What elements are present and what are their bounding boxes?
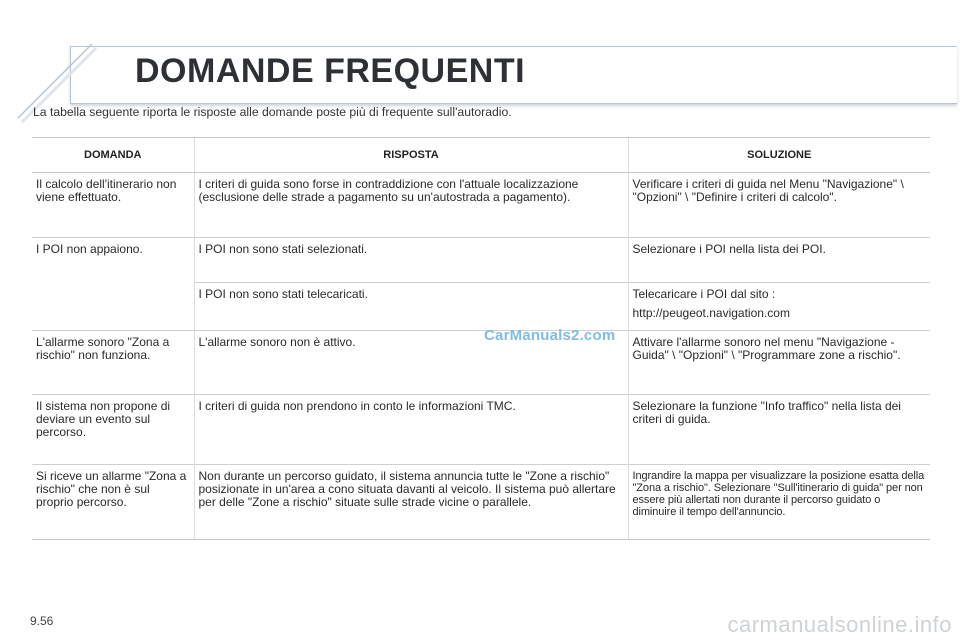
solution-cell: Verificare i criteri di guida nel Menu "Navigazione" \ "Opzioni" \ "Definire i criteri di calcolo". [628, 173, 930, 238]
table-row [32, 331, 930, 395]
table-row [32, 395, 930, 465]
header-domanda: DOMANDA [32, 138, 194, 173]
site-watermark: CarManuals2.com [484, 327, 616, 344]
solution-cell: Attivare l'allarme sonoro nel menu "Navigazione - Guida" \ "Opzioni" \ "Programmare zone a rischio". [628, 331, 930, 395]
table-header-row [32, 138, 930, 173]
solution-cell: Selezionare la funzione "Info traffico" nella lista dei criteri di guida. [628, 395, 930, 465]
question-cell: Il sistema non propone di deviare un evento sul percorso. [32, 395, 194, 465]
question-cell: Si riceve un allarme "Zona a rischio" che non è sul proprio percorso. [32, 465, 194, 539]
table-row [32, 238, 930, 283]
answer-cell: I POI non sono stati selezionati. [194, 238, 628, 283]
solution-text: Telecaricare i POI dal sito : [632, 287, 776, 301]
question-cell: L'allarme sonoro "Zona a rischio" non funziona. [32, 331, 194, 395]
solution-url: http://peugeot.navigation.com [632, 306, 790, 320]
page-title: DOMANDE FREQUENTI [135, 52, 526, 90]
answer-cell: L'allarme sonoro non è attivo. [194, 331, 628, 395]
solution-cell [628, 283, 930, 331]
intro-text: La tabella seguente riporta le risposte alle domande poste più di frequente sull'autoradio. [33, 105, 512, 119]
question-cell: I POI non appaiono. [32, 238, 194, 283]
solution-cell: Selezionare i POI nella lista dei POI. [628, 238, 930, 283]
footer-watermark: carmanualsonline.info [727, 612, 952, 637]
table-row [32, 173, 930, 238]
solution-cell: Ingrandire la mappa per visualizzare la posizione esatta della "Zona a rischio". Selezionare "Sull'itinerario di guida" per non essere più allertati non durante il percorso guidato o diminuire il tempo dell'annuncio. [628, 465, 930, 539]
header-soluzione: SOLUZIONE [628, 138, 930, 173]
table-row [32, 465, 930, 539]
question-cell: Il calcolo dell'itinerario non viene effettuato. [32, 173, 194, 238]
faq-table [32, 137, 930, 540]
header-risposta: RISPOSTA [194, 138, 628, 173]
corner-decoration [0, 0, 140, 140]
answer-cell: I POI non sono stati telecaricati. [194, 283, 628, 331]
answer-cell: I criteri di guida non prendono in conto le informazioni TMC. [194, 395, 628, 465]
answer-cell: I criteri di guida sono forse in contraddizione con l'attuale localizzazione (esclusione delle strade a pagamento su un'autostrada a pagamento). [194, 173, 628, 238]
question-cell-empty [32, 283, 194, 331]
page-number: 9.56 [30, 614, 54, 628]
table-row [32, 283, 930, 331]
answer-cell: Non durante un percorso guidato, il sistema annuncia tutte le "Zone a rischio" posizionate in un'area a cono situata davanti al veicolo. Il sistema può allertare per delle "Zone a rischio" situate sulle strade vicine o parallele. [194, 465, 628, 539]
